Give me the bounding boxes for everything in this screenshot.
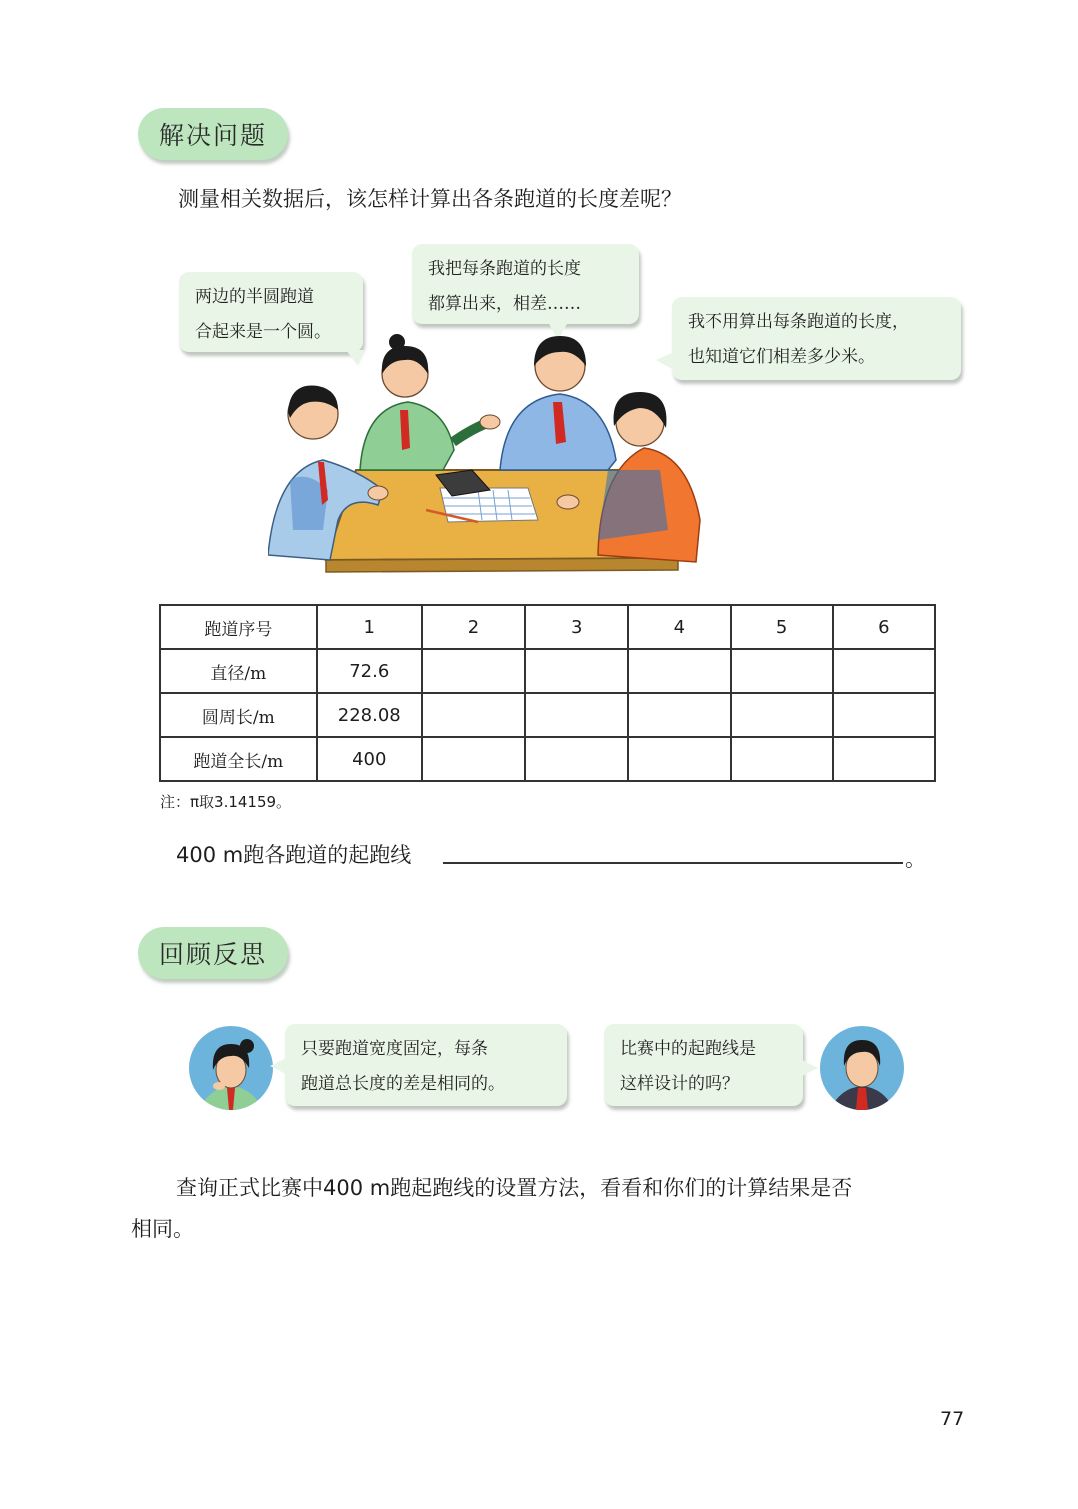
page-number: 77 — [940, 1408, 965, 1430]
boy-face-icon — [820, 1026, 904, 1110]
bubble-line: 合起来是一个圆。 — [195, 322, 331, 342]
table-cell — [422, 737, 525, 781]
speech-bubble-boy — [604, 1024, 803, 1106]
section-title: 回顾反思 — [158, 940, 267, 969]
speech-bubble-right — [672, 297, 961, 380]
table-cell — [628, 693, 730, 737]
table-header-cell: 5 — [731, 605, 833, 649]
students-illustration — [268, 330, 708, 575]
table-cell — [731, 649, 833, 693]
table-header-cell: 4 — [628, 605, 730, 649]
table-header-cell: 3 — [525, 605, 628, 649]
girl-left-figure — [360, 334, 500, 470]
table-cell — [422, 693, 525, 737]
table-cell — [628, 649, 730, 693]
girl-face-icon — [189, 1026, 273, 1110]
table-cell: 400 — [317, 737, 422, 781]
table-row — [160, 693, 935, 737]
speech-bubble-middle — [412, 244, 639, 324]
track-data-table — [159, 604, 936, 782]
table-cell — [422, 649, 525, 693]
closing-line-2: 相同。 — [131, 1217, 194, 1241]
answer-blank-line[interactable] — [443, 862, 903, 864]
table-row — [160, 737, 935, 781]
table-cell — [628, 737, 730, 781]
speech-bubble-girl — [285, 1024, 567, 1106]
row-label: 跑道全长/m — [160, 737, 317, 781]
table-cell — [731, 737, 833, 781]
table-cell — [833, 649, 935, 693]
table-cell — [833, 737, 935, 781]
row-label: 圆周长/m — [160, 693, 317, 737]
section-title: 解决问题 — [158, 121, 267, 150]
table-header-row — [160, 605, 935, 649]
bubble-line: 这样设计的吗？ — [620, 1074, 739, 1094]
table-cell — [525, 649, 628, 693]
bubble-tail — [270, 1058, 286, 1074]
table-cell — [525, 737, 628, 781]
table-cell — [525, 693, 628, 737]
closing-line-1: 查询正式比赛中400 m跑起跑线的设置方法，看看和你们的计算结果是否 — [176, 1176, 853, 1200]
bubble-tail — [802, 1060, 818, 1076]
table-note: 注：π取3.14159。 — [160, 793, 292, 811]
fill-blank-suffix: 。 — [905, 847, 926, 871]
boy-avatar — [820, 1026, 904, 1110]
table-cell: 228.08 — [317, 693, 422, 737]
bubble-line: 两边的半圆跑道 — [195, 287, 314, 307]
bubble-line: 只要跑道宽度固定，每条 — [301, 1039, 488, 1059]
bubble-line: 都算出来，相差…… — [428, 294, 581, 314]
question-text: 测量相关数据后，该怎样计算出各条跑道的长度差呢？ — [178, 187, 682, 211]
table-header-cell: 跑道序号 — [160, 605, 317, 649]
bubble-line: 比赛中的起跑线是 — [620, 1039, 756, 1059]
section-tag-review — [138, 927, 288, 979]
table-row — [160, 649, 935, 693]
table-edge — [326, 558, 678, 572]
table-header-cell: 1 — [317, 605, 422, 649]
bubble-line: 我不用算出每条跑道的长度， — [688, 312, 909, 332]
table-header-cell: 2 — [422, 605, 525, 649]
fill-blank-prefix: 400 m跑各跑道的起跑线 — [176, 843, 412, 867]
table-cell — [731, 693, 833, 737]
table-cell — [833, 693, 935, 737]
bubble-line: 也知道它们相差多少米。 — [688, 347, 875, 367]
section-tag-solve — [138, 108, 288, 160]
boy-right-figure — [500, 336, 616, 470]
bubble-line: 跑道总长度的差是相同的。 — [301, 1074, 505, 1094]
girl-avatar — [189, 1026, 273, 1110]
bubble-line: 我把每条跑道的长度 — [428, 259, 581, 279]
row-label: 直径/m — [160, 649, 317, 693]
table-header-cell: 6 — [833, 605, 935, 649]
table-cell: 72.6 — [317, 649, 422, 693]
